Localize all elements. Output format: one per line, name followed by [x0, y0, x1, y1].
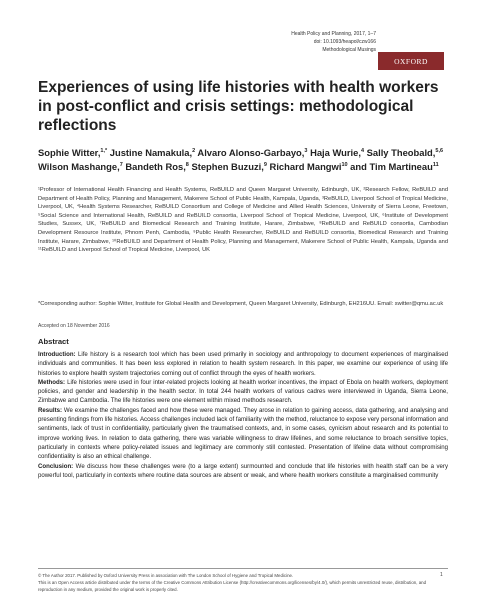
- author-name: Bandeth Ros,: [125, 161, 186, 172]
- page-number: 1: [440, 572, 443, 578]
- abstract-section-label: Conclusion:: [38, 462, 74, 470]
- footer-notice: [38, 572, 433, 593]
- author-affiliation-ref: 9: [263, 162, 267, 168]
- accepted-date: Accepted on 18 November 2016: [38, 323, 110, 329]
- author-affiliation-ref: 4: [360, 148, 365, 154]
- author: [38, 147, 110, 158]
- journal-doi: doi: 10.1093/heapol/czw166: [313, 39, 376, 45]
- oxford-logo: OXFORD: [378, 52, 444, 70]
- author-affiliation-ref: 10: [341, 162, 348, 168]
- author-affiliation-ref: 8: [185, 162, 189, 168]
- author-name: Wilson Mashange,: [38, 161, 120, 172]
- abstract-section-label: Results:: [38, 406, 63, 414]
- journal-meta: [216, 30, 376, 54]
- journal-section: Methodological Musings: [322, 47, 376, 53]
- author: [125, 161, 191, 172]
- author: [367, 147, 443, 158]
- author-affiliation-ref: 3: [304, 148, 308, 154]
- abstract-results: [38, 406, 448, 462]
- journal-citation: Health Policy and Planning, 2017, 1–7: [291, 31, 376, 37]
- author: [310, 147, 367, 158]
- abstract-methods: [38, 378, 448, 406]
- copyright-line: © The Author 2017. Published by Oxford University Press in association with The London School of Hygiene and Tropical Medicine.: [38, 573, 294, 578]
- author: [110, 147, 198, 158]
- abstract-heading: Abstract: [38, 337, 69, 346]
- author: [191, 161, 269, 172]
- author-name: Justine Namakula,: [109, 147, 193, 158]
- abstract-section-text: Life history is a research tool which has been used primarily in sociology and anthropology to document experiences of marginalised individuals and communities. It has been less explored in relation to health system research. In this paper, we examine our experience of using life histories to explore health system trajectories coming out of conflict through the eyes of health workers.: [38, 351, 448, 377]
- abstract-section-label: Methods:: [38, 378, 66, 386]
- author-name: Richard Mangwi: [269, 161, 342, 172]
- author: [270, 161, 351, 172]
- author-name: Alvaro Alonso-Garbayo,: [197, 147, 305, 158]
- author-name: Stephen Buzuzi,: [191, 161, 264, 172]
- license-line: This is an Open Access article distributed under the terms of the Creative Commons Attribution License (http://creativecommons.org/licenses/by/4.0/), which permits unrestricted reuse, distribution, and reproduction in any medium, provided the original work is properly cited.: [38, 580, 427, 592]
- author-name: and Tim Martineau: [350, 161, 433, 172]
- corresponding-author: *Corresponding author: Sophie Witter, Institute for Global Health and Development, Queen Margaret University, Edinburgh, EH216UU. Email: switter@qmu.ac.uk: [38, 301, 444, 307]
- author-affiliation-ref: 7: [119, 162, 123, 168]
- author-name: Haja Wurie,: [310, 147, 361, 158]
- author-affiliation-ref: 2: [192, 148, 196, 154]
- footer-divider: [38, 568, 448, 569]
- author: [197, 147, 310, 158]
- author-affiliation-ref: 11: [432, 162, 439, 168]
- article-title: Experiences of using life histories with health workers in post-conflict and crisis settings: methodological reflections: [38, 79, 439, 134]
- affiliations: ¹Professor of International Health Financing and Health Systems, ReBUILD and Queen Margaret University, Edinburgh, UK, ²Research Fellow, ReBUILD and Department of Health Policy, Planning and Management, Makerere School of Public Health, Kampala, Uganda, ³ReBUILD, Liverpool School of Tropical Medicine, Liverpool, UK, ⁴Health Systems Researcher, ReBUILD Consortium and College of Medicine and Allied Health Sciences, University of Sierra Leone, Freetown, ⁵Social Science and International Health, ReBUILD and ReBUILD consortia, Liverpool School of Tropical Medicine, Liverpool, UK, ⁶Institute of Development Studies, Sussex, UK, ⁷ReBUILD and Biomedical Research and Training Institute, Harare, Zimbabwe, ⁸ReBUILD and ReBUILD consortia, Cambodian Development Resource Institute, Phnom Penh, Cambodia, ⁹Public Health Researcher, ReBUILD and ReBUILD consortia, Biomedical Research and Training Institute, Harare, Zimbabwe, ¹⁰ReBUILD and Department of Health Policy, Planning and Management, Makerere School of Public Health, Kampala, Uganda and ¹¹ReBUILD and Liverpool School of Tropical Medicine, Liverpool, UK: [38, 187, 448, 254]
- abstract-conclusion: [38, 462, 448, 481]
- author-affiliation-ref: 1,*: [100, 148, 108, 154]
- abstract-section-label: Introduction:: [38, 351, 76, 358]
- abstract-section-text: We examine the challenges faced and how these were managed. They arose in relation to gaining access, data gathering, and analysing and presenting findings from life histories. Access challenges included lack of familiarity with the method, reluctance to expose very personal information and sentiments, lack of trust in confidentiality, particularly given the traumatised contexts, and, in some cases, cynicism about research and its potential to improve working lives. In relation to data gathering, there was variable willingness to draw lifelines, and some reluctance to broach sensitive topics, particularly in contexts where policy-related issues and legitimacy are commonly still contested. Presentation of lifeline data without compromising confidentiality is also an ethical challenge.: [38, 406, 448, 461]
- abstract-section-text: Life histories were used in four inter-related projects looking at health worker incentives, the impact of Ebola on health workers, deployment policies, and gender and leadership in the health sector. In total 244 health workers of various cadres were interviewed in Uganda, Sierra Leone, Zimbabwe and Cambodia. The life histories were one element within mixed methods research.: [38, 378, 448, 405]
- abstract-introduction: [38, 350, 448, 378]
- author: [38, 161, 125, 172]
- author-list: [38, 145, 448, 173]
- abstract-body: [38, 350, 448, 480]
- abstract-section-text: We discuss how these challenges were (to a large extent) surmounted and conclude that life histories with health staff can be a very powerful tool, particularly in contexts where routine data sources are absent or weak, and where health workers constitute a marginalised community: [38, 462, 448, 479]
- author-name: Sophie Witter,: [38, 147, 101, 158]
- author-name: Sally Theobald,: [366, 147, 436, 158]
- author-affiliation-ref: 5,6: [435, 148, 444, 154]
- author: [350, 161, 438, 172]
